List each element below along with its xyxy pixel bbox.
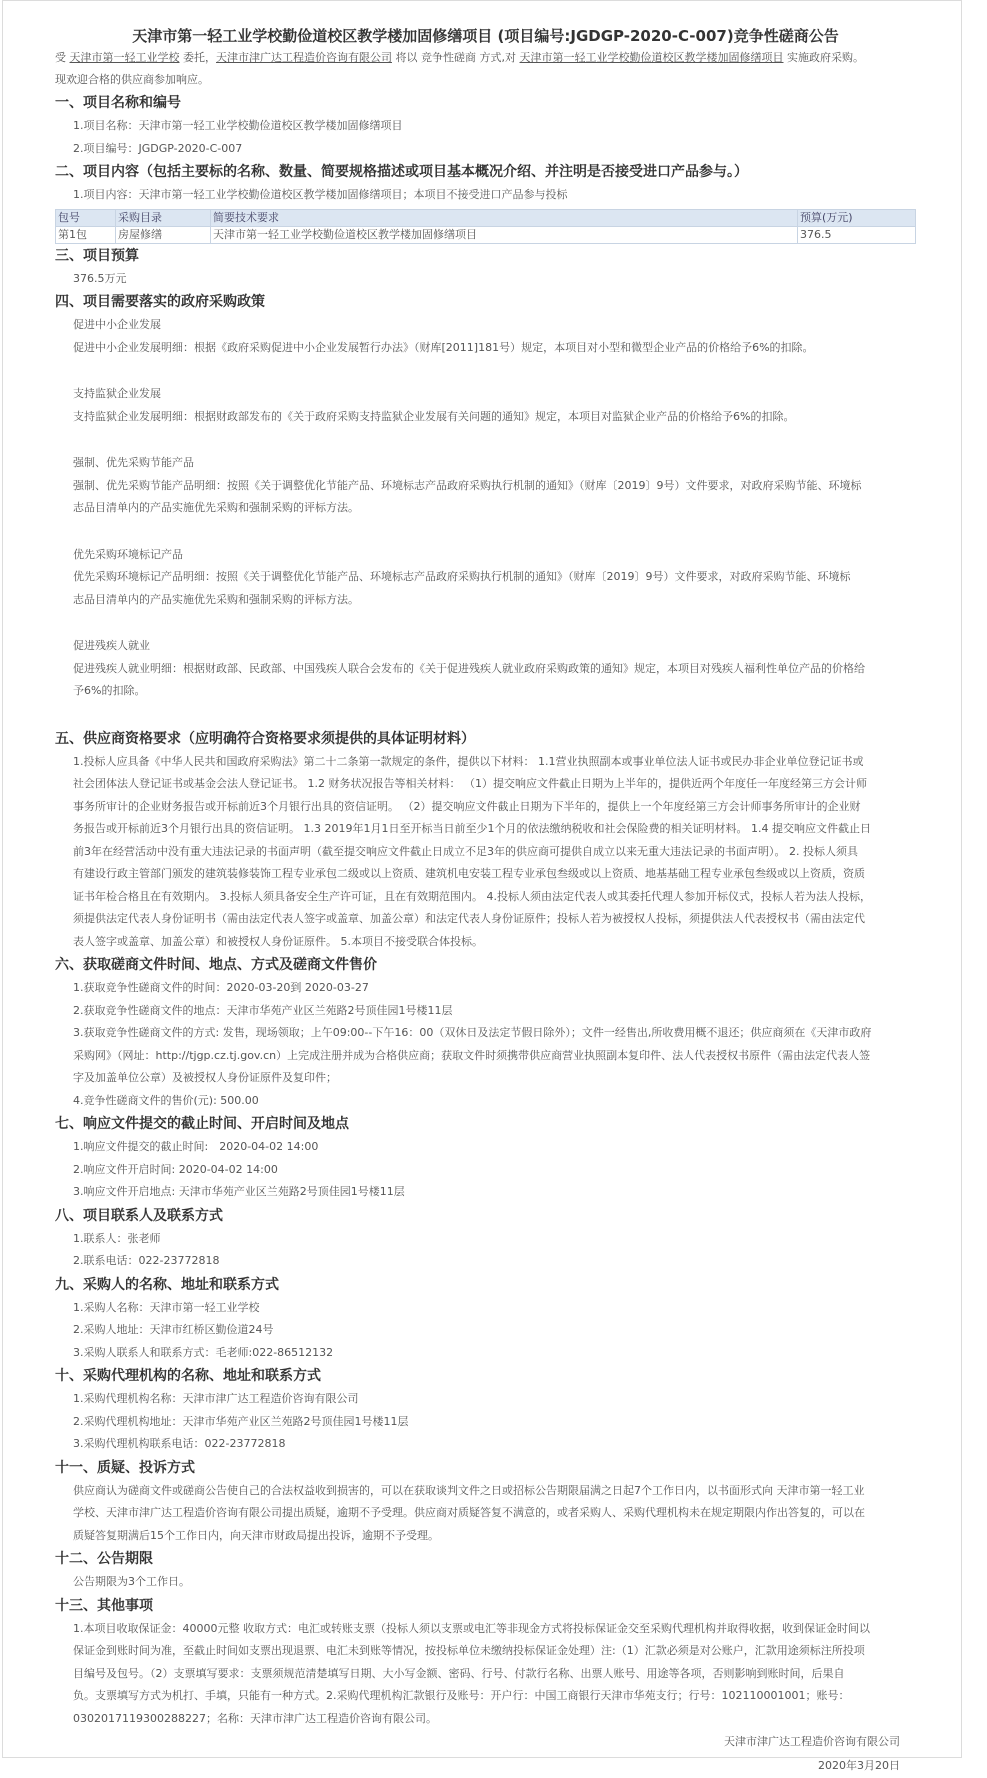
section-heading-8: 八、项目联系人及联系方式	[55, 1207, 223, 1224]
agency-link: 天津市津广达工程造价咨询有限公司	[216, 51, 392, 64]
document-info-line: 3.获取竞争性磋商文件的方式: 发售，现场领取；上午09:00--下午16：00（双休日及法定节假日除外）；文件一经售出,所收费用概不退还；供应商须在《天津市政府	[73, 1026, 872, 1039]
section-2-item: 1.项目内容：天津市第一轻工业学校勤俭道校区教学楼加固修缮项目；本项目不接受进口产品参与投标	[73, 188, 568, 201]
policy-detail: 优先采购环境标记产品明细：按照《关于调整优化节能产品、环境标志产品政府采购执行机制的通知》（财库〔2019〕9号）文件要求，对政府采购节能、环境标	[73, 570, 851, 583]
table-header-cell: 包号	[56, 209, 116, 226]
section-heading-3: 三、项目预算	[55, 247, 139, 264]
policy-detail: 强制、优先采购节能产品明细：按照《关于调整优化节能产品、环境标志产品政府采购执行机制的通知》（财库〔2019〕9号）文件要求，对政府采购节能、环境标	[73, 478, 862, 492]
section-heading-7: 七、响应文件提交的截止时间、开启时间及地点	[55, 1116, 349, 1132]
document-info-line: 字及加盖单位公章）及被授权人身份证原件及复印件；	[73, 1071, 337, 1084]
contact-line: 2.联系电话：022-23772818	[73, 1254, 220, 1267]
section-heading-11: 十一、质疑、投诉方式	[55, 1459, 195, 1476]
intro-text: 方式,对	[479, 51, 516, 64]
complaint-line: 质疑答复期满后15个工作日内，向天津市财政局提出投诉，逾期不予受理。	[73, 1528, 439, 1542]
document-info-line: 4.竞争性磋商文件的售价(元): 500.00	[73, 1093, 259, 1107]
intro-text: 委托，	[183, 51, 216, 64]
agency-info-line: 1.采购代理机构名称：天津市津广达工程造价咨询有限公司	[73, 1392, 359, 1405]
section-heading-6: 六、获取磋商文件时间、地点、方式及磋商文件售价	[55, 957, 377, 973]
qualification-line: 社会团体法人登记证书或基金会法人登记证书。 1.2 财务状况报告等相关材料： （1）提交响应文件截止日期为上半年的，提供近两个年度任一年度经第三方会计师	[73, 777, 867, 790]
policy-detail: 志品目清单内的产品实施优先采购和强制采购的评标方法。	[73, 501, 359, 514]
complaint-line: 学校、天津市津广达工程造价咨询有限公司提出质疑，逾期不予受理。供应商对质疑答复不满意的，或者采购人、采购代理机构未在规定期限内作出答复的，可以在	[73, 1506, 865, 1519]
section-heading-5: 五、供应商资格要求（应明确符合资格要求须提供的具体证明材料）	[55, 730, 475, 747]
section-heading-10: 十、采购代理机构的名称、地址和联系方式	[55, 1368, 321, 1384]
policy-name: 支持监狱企业发展	[73, 387, 161, 400]
table-cell: 376.5	[798, 226, 916, 243]
complaint-line: 供应商认为磋商文件或磋商公告使自己的合法权益收到损害的，可以在获取谈判文件之日或招标公告期限届满之日起7个工作日内，以书面形式向 天津市第一轻工业	[73, 1483, 865, 1497]
intro-method: 竞争性磋商	[421, 51, 476, 64]
qualification-line: 表人签字或盖章、加盖公章）和被授权人身份证原件。 5.本项目不接受联合体投标。	[73, 934, 483, 948]
notice-period: 公告期限为3个工作日。	[73, 1575, 190, 1588]
section-heading-12: 十二、公告期限	[55, 1551, 153, 1567]
deadline-line: 2.响应文件开启时间: 2020-04-02 14:00	[73, 1162, 278, 1176]
intro-line-2: 现欢迎合格的供应商参加响应。	[55, 73, 209, 86]
table-header-cell: 简要技术要求	[211, 209, 798, 226]
deadline-line: 3.响应文件开启地点: 天津市华苑产业区兰苑路2号顶佳园1号楼11层	[73, 1185, 405, 1198]
other-matters-line: 1.本项目收取保证金：40000元整 收取方式：电汇或转账支票（投标人须以支票或电汇等非现金方式将投标保证金交至采购代理机构并取得收据，收到保证金时间以	[73, 1621, 870, 1635]
intro-text: 实施政府采购。	[787, 51, 864, 64]
policy-name: 强制、优先采购节能产品	[73, 456, 194, 469]
page-title: 天津市第一轻工业学校勤俭道校区教学楼加固修缮项目 (项目编号:JGDGP-2020-C-007)竞争性磋商公告	[132, 27, 839, 45]
qualification-line: 前3年在经营活动中没有重大违法记录的书面声明（截至提交响应文件截止日成立不足3年的供应商可提供自成立以来无重大违法记录的书面声明）。 2. 投标人须具	[73, 844, 858, 858]
signature-org: 天津市津广达工程造价咨询有限公司	[724, 1735, 900, 1748]
qualification-line: 务报告或开标前近3个月银行出具的资信证明。 1.3 2019年1月1日至开标当日前至少1个月的依法缴纳税收和社会保险费的相关证明材料。 1.4 提交响应文件截止日	[73, 822, 871, 835]
table-row	[56, 226, 916, 243]
policy-name: 优先采购环境标记产品	[73, 547, 183, 561]
section-heading-2: 二、项目内容（包括主要标的名称、数量、简要规格描述或项目基本概况介绍、并注明是否接受进口产品参与。）	[55, 164, 748, 180]
section-heading-9: 九、采购人的名称、地址和联系方式	[55, 1276, 279, 1293]
policy-detail: 促进中小企业发展明细：根据《政府采购促进中小企业发展暂行办法》（财库[2011]181号）规定，本项目对小型和微型企业产品的价格给予6%的扣除。	[73, 340, 814, 354]
section-heading-4: 四、项目需要落实的政府采购政策	[55, 294, 265, 310]
contact-line: 1.联系人：张老师	[73, 1231, 161, 1245]
agency-info-line: 2.采购代理机构地址：天津市华苑产业区兰苑路2号顶佳园1号楼11层	[73, 1414, 409, 1428]
intro-line-1	[55, 47, 916, 69]
qualification-line: 1.投标人应具备《中华人民共和国政府采购法》第二十二条第一款规定的条件，提供以下材料： 1.1营业执照副本或事业单位法人证书或民办非企业单位登记证书或	[73, 754, 864, 768]
table-cell: 第1包	[56, 226, 116, 243]
policy-detail: 促进残疾人就业明细：根据财政部、民政部、中国残疾人联合会发布的《关于促进残疾人就业政府采购政策的通知》规定，本项目对残疾人福利性单位产品的价格给	[73, 661, 865, 675]
other-matters-line: 目编号及包号。（2）支票填写要求：支票须规范清楚填写日期、大小写金额、密码、行号、付款行名称、出票人账号、用途等各项，否则影响到账时间，后果自	[73, 1666, 845, 1680]
other-matters-line: 0302017119300288227；名称：天津市津广达工程造价咨询有限公司。	[73, 1711, 437, 1725]
policy-name: 促进残疾人就业	[73, 639, 150, 652]
table-header-row	[56, 209, 916, 226]
document-info-line: 2.获取竞争性磋商文件的地点：天津市华苑产业区兰苑路2号顶佳园1号楼11层	[73, 1003, 453, 1017]
deadline-line: 1.响应文件提交的截止时间: 2020-04-02 14:00	[73, 1140, 319, 1153]
intro-text: 将以	[395, 51, 418, 64]
document-info-line: 采购网》（网址：http://tjgp.cz.tj.gov.cn）上完成注册并成为合格供应商；获取文件时须携带供应商营业执照副本复印件、法人代表授权书原件（需由法定代表人签	[73, 1048, 871, 1062]
table-header-cell: 预算(万元)	[798, 209, 916, 226]
qualification-line: 须提供法定代表人身份证明书（需由法定代表人签字或盖章、加盖公章）和法定代表人身份证原件；投标人若为被授权人投标，须提供法人代表授权书（需由法定代	[73, 912, 865, 925]
policy-detail: 支持监狱企业发展明细：根据财政部发布的《关于政府采购支持监狱企业发展有关问题的通知》规定，本项目对监狱企业产品的价格给予6%的扣除。	[73, 409, 795, 423]
buyer-info-line: 3.采购人联系人和联系方式：毛老师:022-86512132	[73, 1345, 334, 1359]
section-heading-13: 十三、其他事项	[55, 1597, 153, 1614]
table-cell: 天津市第一轻工业学校勤俭道校区教学楼加固修缮项目	[211, 226, 798, 243]
policy-detail: 志品目清单内的产品实施优先采购和强制采购的评标方法。	[73, 592, 359, 606]
package-table	[55, 209, 916, 244]
section-1-item: 1.项目名称：天津市第一轻工业学校勤俭道校区教学楼加固修缮项目	[73, 119, 403, 132]
other-matters-line: 负。支票填写方式为机打、手填，只能有一种方式。2.采购代理机构汇款银行及账号：开户行：中国工商银行天津市华苑支行；行号：102110001001；账号：	[73, 1689, 850, 1702]
budget-value: 376.5万元	[73, 271, 127, 285]
intro-text: 受	[55, 51, 66, 64]
buyer-info-line: 1.采购人名称：天津市第一轻工业学校	[73, 1300, 260, 1314]
document-info-line: 1.获取竞争性磋商文件的时间：2020-03-20到 2020-03-27	[73, 981, 369, 994]
qualification-line: 证书年检合格且在有效期内。 3.投标人须具备安全生产许可证，且在有效期范围内。 4.投标人须由法定代表人或其委托代理人参加开标仪式，投标人若为法人投标，	[73, 889, 871, 903]
table-header-cell: 采购目录	[116, 209, 211, 226]
policy-name: 促进中小企业发展	[73, 318, 161, 331]
project-link: 天津市第一轻工业学校勤俭道校区教学楼加固修缮项目	[519, 51, 784, 64]
other-matters-line: 保证金到账时间为准，至截止时间如支票出现退票、电汇未到账等情况，按投标单位未缴纳投标保证金处理）注:（1）汇款必须是对公账户，汇款用途须标注所投项	[73, 1644, 865, 1657]
signature-date: 2020年3月20日	[818, 1759, 900, 1772]
policy-detail: 予6%的扣除。	[73, 684, 146, 697]
section-heading-1: 一、项目名称和编号	[55, 95, 181, 111]
table-cell: 房屋修缮	[116, 226, 211, 243]
agency-info-line: 3.采购代理机构联系电话：022-23772818	[73, 1437, 286, 1450]
buyer-info-line: 2.采购人地址：天津市红桥区勤俭道24号	[73, 1323, 274, 1336]
qualification-line: 有建设行政主管部门颁发的建筑装修装饰工程专业承包二级或以上资质、建筑机电安装工程专业承包叁级或以上资质、地基基础工程专业承包叁级或以上资质，资质	[73, 867, 865, 880]
buyer-link: 天津市第一轻工业学校	[69, 51, 180, 64]
qualification-line: 事务所审计的企业财务报告或开标前近3个月银行出具的资信证明。 （2）提交响应文件截止日期为下半年的，提供上一个年度经第三方会计师事务所审计的企业财	[73, 799, 861, 813]
section-1-item: 2.项目编号：JGDGP-2020-C-007	[73, 141, 243, 155]
announcement-page	[2, 0, 962, 1772]
